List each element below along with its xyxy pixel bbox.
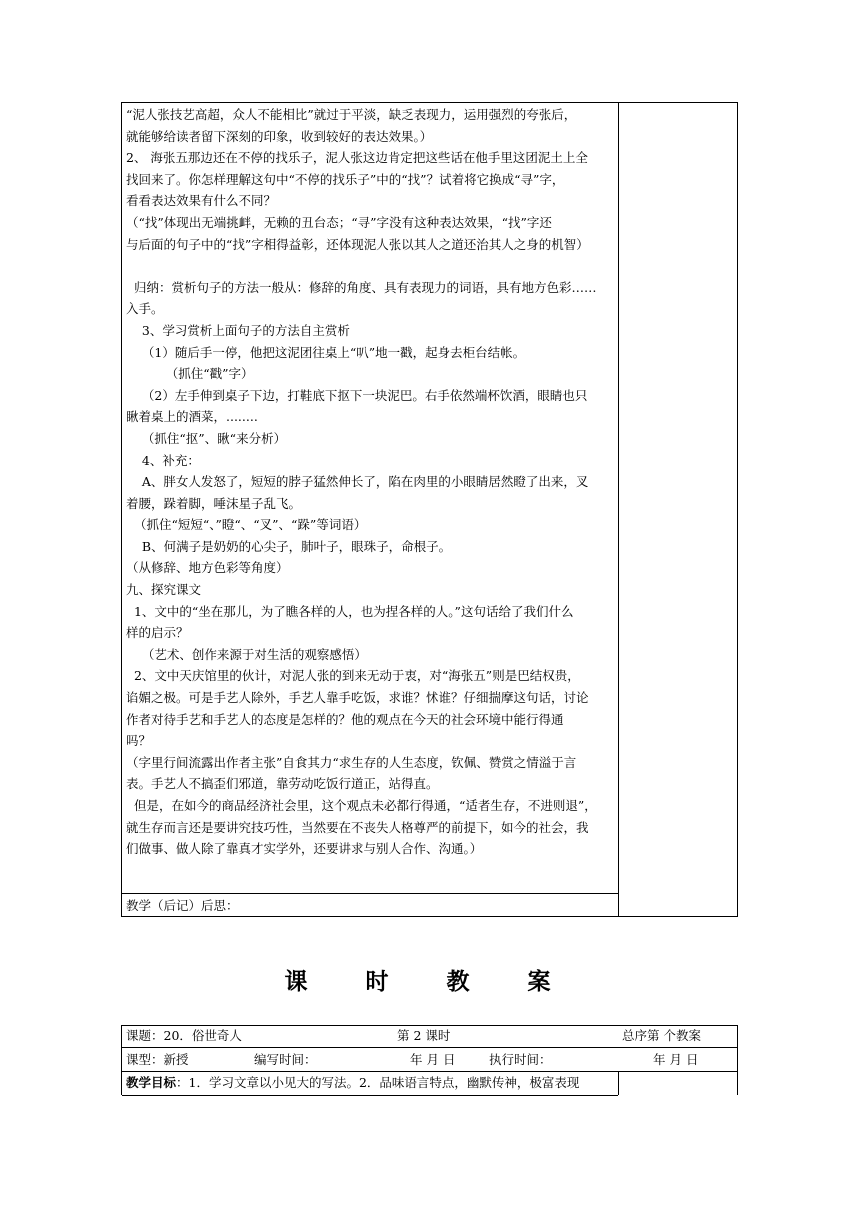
exec-date: 年 月 日 xyxy=(653,1052,699,1067)
text-line: （艺术、创作来源于对生活的观察感悟） xyxy=(126,646,367,662)
text-line: 1、文中的“坐在那儿，为了瞧各样的人，也为捏各样的人。”这句话给了我们什么 xyxy=(126,603,574,619)
text-line: 看看表达效果有什么不同？ xyxy=(126,193,277,209)
lesson-body-text xyxy=(126,104,616,860)
blank-line xyxy=(126,255,616,277)
table-column-divider xyxy=(618,103,619,916)
text-line: （抓住“戳”字） xyxy=(126,366,254,382)
text-line: （从修辞、地方色彩等角度） xyxy=(126,560,289,576)
text-line: 就能够给读者留下深刻的印象，收到较好的表达效果。） xyxy=(126,128,433,144)
written-time-label: 编写时间： xyxy=(254,1052,317,1067)
plan-title: 课 时 教 案 xyxy=(284,969,576,995)
text-line: 就生存而言还是要讲究技巧性，当然要在不丧失人格尊严的前提下，如今的社会，我 xyxy=(126,819,589,835)
type-label: 课型：新授 xyxy=(126,1052,189,1067)
text-line: 着腰，跺着脚，唾沫星子乱飞。 xyxy=(126,495,302,511)
text-line: “泥人张技艺高超，众人不能相比”就过于平淡，缺乏表现力，运用强烈的夸张后， xyxy=(126,107,577,122)
text-line: 九、探究课文 xyxy=(126,582,202,598)
written-date: 年 月 日 xyxy=(410,1052,456,1067)
text-line: （“找”体现出无端挑衅，无赖的丑台态；“寻”字没有这种表达效果，“找”字还 xyxy=(126,214,552,230)
text-line: 吗？ xyxy=(126,733,152,749)
text-line: 2、 海张五那边还在不停的找乐子，泥人张这边肯定把这些话在他手里这团泥土上全 xyxy=(126,150,588,166)
text-line: B、何满子是奶奶的心尖子，肺叶子，眼珠子，命根子。 xyxy=(126,538,452,554)
text-line: 样的启示？ xyxy=(126,625,189,641)
text-line: 瞅着桌上的酒菜，........ xyxy=(126,409,258,425)
period-label: 第 2 课时 xyxy=(397,1028,451,1043)
afterword-row-divider xyxy=(122,893,618,894)
text-line: 找回来了。你怎样理解这句中“不停的找乐子”中的“找”？试着将它换成“寻”字， xyxy=(126,171,565,187)
text-line: 4、补充： xyxy=(126,452,200,468)
text-line: 3、学习赏析上面句子的方法自主赏析 xyxy=(126,322,350,338)
afterword-label: 教学（后记）后思： xyxy=(126,898,239,913)
text-line: （1）随后手一停，他把这泥团往桌上“叭”地一戳，起身去柜台结帐。 xyxy=(126,344,526,360)
text-line: （抓住“短短“、”瞪“、“叉”、“跺”等词语） xyxy=(126,517,367,533)
text-line: 们做事、做人除了靠真才实学外，还要讲求与别人合作、沟通。） xyxy=(126,841,483,857)
text-line: 但是，在如今的商品经济社会里，这个观点未必都行得通，“适者生存，不进则退”， xyxy=(126,798,597,813)
text-line: 谄媚之极。可是手艺人除外，手艺人靠手吃饭，求谁？怵谁？仔细揣摩这句话，讨论 xyxy=(126,690,589,706)
text-line: 表。手艺人不搞歪们邪道，靠劳动吃饭行道正，站得直。 xyxy=(126,776,439,792)
text-line: 归纳：赏析句子的方法一般从：修辞的角度、具有表现力的词语，具有地方色彩…… xyxy=(126,279,597,295)
text-line: 作者对待手艺和手艺人的态度是怎样的？他的观点在今天的社会环境中能行得通 xyxy=(126,711,564,727)
topic-label: 课题：20．俗世奇人 xyxy=(126,1028,242,1043)
text-line: （2）左手伸到桌子下边，打鞋底下抠下一块泥巴。右手依然端杯饮酒，眼睛也只 xyxy=(126,387,588,403)
goals-label: 教学目标 xyxy=(126,1075,177,1090)
text-line: A、胖女人发怒了，短短的脖子猛然伸长了，陷在肉里的小眼睛居然瞪了出来，叉 xyxy=(126,474,589,490)
goals-row xyxy=(126,1074,579,1092)
text-line: 入手。 xyxy=(126,301,164,317)
text-line: （字里行间流露出作者主张”自食其力“求生存的人生态度，钦佩、赞赏之情溢于言 xyxy=(126,754,577,770)
exec-time-label: 执行时间： xyxy=(489,1052,552,1067)
serial-label: 总序第 个教案 xyxy=(622,1028,701,1043)
text-line: 与后面的句子中的“找”字相得益彰，还体现泥人张以其人之道还治其人之身的机智） xyxy=(126,236,589,252)
goals-text: ：1．学习文章以小见大的写法。2．品味语言特点，幽默传神，极富表现 xyxy=(176,1075,580,1090)
text-line: （抓住“抠”、瞅“来分析） xyxy=(126,430,287,446)
text-line: 2、文中天庆馆里的伙计，对泥人张的到来无动于衷，对“海张五”则是巴结权贵， xyxy=(126,668,580,684)
